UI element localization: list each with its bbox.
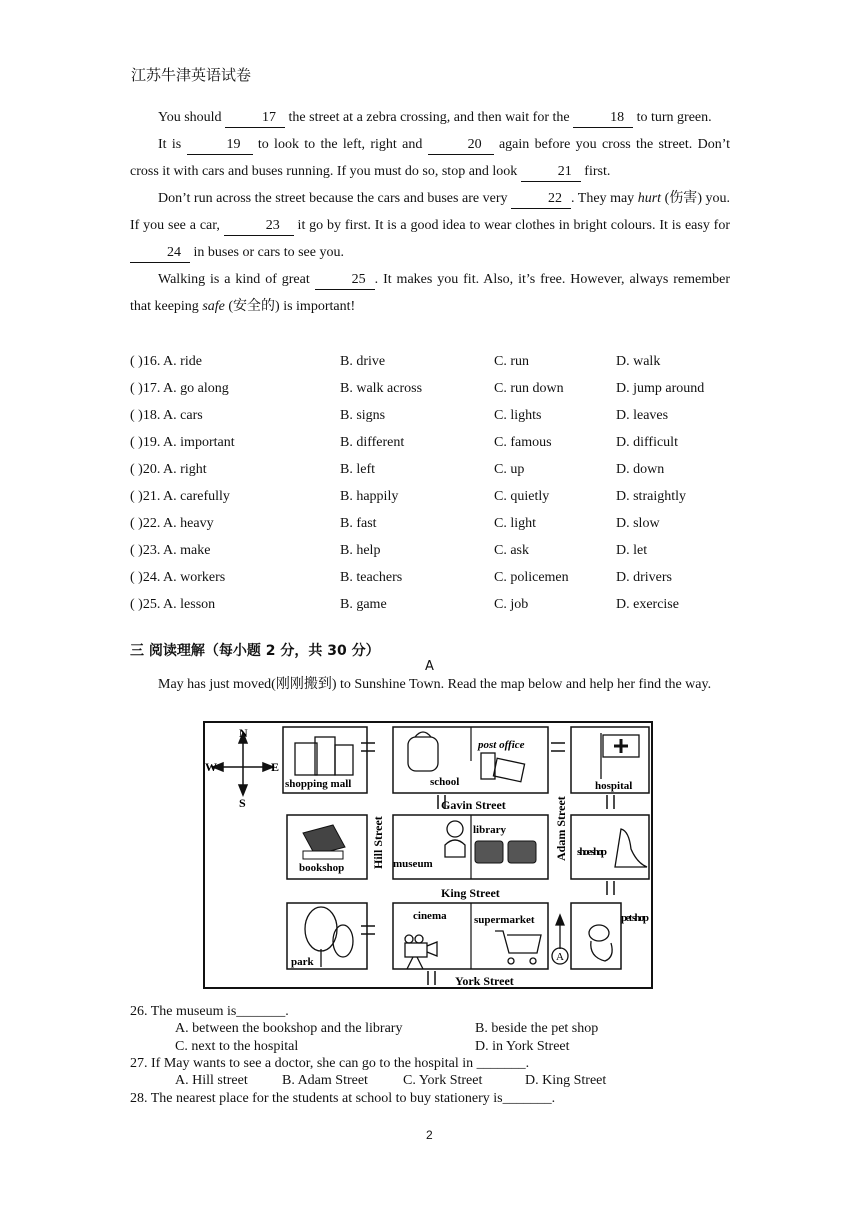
- q26-option-c: C. next to the hospital: [175, 1039, 299, 1054]
- passage-paragraph-4: Walking is a kind of great 25 . It makes you fit. Also, it’s free. However, always remember that keeping safe (安全的) is important!: [130, 272, 730, 314]
- blank-21: 21: [521, 163, 581, 182]
- option-row: ( )25. A. lesson B. game C. job D. exercise: [130, 597, 679, 612]
- passage-paragraph-2: It is 19 to look to the left, right and 20 again before you cross the street. Don’t cross it with cars and buses running. If you must do so, stop and look 21 first.: [130, 131, 730, 185]
- option-row: ( )16. A. ride B. drive C. run D. walk: [130, 354, 661, 369]
- option-list: [130, 348, 730, 618]
- q27-option-b: B. Adam Street: [282, 1073, 368, 1088]
- compass-south: S: [239, 796, 246, 810]
- town-map: [203, 721, 653, 991]
- section-title: 三 阅读理解（每小题 2 分，共 30 分）: [130, 643, 380, 659]
- label-museum: museum: [393, 858, 433, 870]
- blank-19: 19: [187, 136, 253, 155]
- label-hospital: hospital: [595, 780, 633, 792]
- blank-24: 24: [130, 244, 190, 263]
- question-26: 26. The museum is_______.: [130, 1004, 289, 1019]
- q27-option-d: D. King Street: [525, 1073, 607, 1088]
- passage-paragraph-1: You should 17 the street at a zebra crossing, and then wait for the 18 to turn green.: [130, 104, 730, 131]
- label-hill-street: Hill Street: [371, 816, 385, 869]
- blank-18: 18: [573, 109, 633, 128]
- label-post-office: post office: [478, 739, 525, 751]
- blank-20: 20: [428, 136, 494, 155]
- label-york-street: York Street: [455, 974, 514, 988]
- label-adam-street: Adam Street: [554, 796, 568, 861]
- page-header: 江苏牛津英语试卷: [131, 66, 252, 84]
- label-shopping-mall: shopping mall: [285, 778, 352, 790]
- option-row: ( )24. A. workers B. teachers C. policemen D. drivers: [130, 570, 672, 585]
- q26-option-d: D. in York Street: [475, 1039, 570, 1054]
- q27-option-a: A. Hill street: [175, 1073, 248, 1088]
- blank-23: 23: [224, 217, 294, 236]
- question-27: 27. If May wants to see a doctor, she can go to the hospital in _______.: [130, 1056, 530, 1071]
- option-row: ( )18. A. cars B. signs C. lights D. leaves: [130, 408, 669, 423]
- question-28: 28. The nearest place for the students at school to buy stationery is_______.: [130, 1091, 556, 1106]
- blank-17: 17: [225, 109, 285, 128]
- label-park: park: [291, 956, 314, 968]
- marker-label: A: [556, 951, 564, 963]
- label-school: school: [430, 776, 460, 788]
- option-row: ( )20. A. right B. left C. up D. down: [130, 462, 665, 477]
- option-row: ( )19. A. important B. different C. famous D. difficult: [130, 435, 678, 450]
- section-subtitle: A: [425, 659, 434, 674]
- reading-intro: May has just moved(刚刚搬到) to Sunshine Town. Read the map below and help her find the way.: [158, 677, 712, 692]
- blank-22: 22: [511, 190, 571, 209]
- q26-option-a: A. between the bookshop and the library: [175, 1021, 403, 1036]
- label-pet-shop: pet shop: [621, 912, 649, 924]
- page-number: 2: [426, 1128, 433, 1142]
- cloze-passage: [130, 104, 730, 320]
- blank-25: 25: [315, 271, 375, 290]
- passage-paragraph-3: Don’t run across the street because the cars and buses are very 22 . They may hurt (伤害) you. If you see a car, 23 it go by first. It is a good idea to wear clothes in bright colours. It is easy for 24 in buses or cars to see you.: [130, 185, 730, 266]
- q27-option-c: C. York Street: [403, 1073, 483, 1088]
- q26-option-b: B. beside the pet shop: [475, 1021, 599, 1036]
- option-row: ( )17. A. go along B. walk across C. run down D. jump around: [130, 381, 705, 396]
- label-library: library: [473, 824, 506, 836]
- option-row: ( )21. A. carefully B. happily C. quietly D. straightly: [130, 489, 686, 504]
- label-king-street: King Street: [441, 886, 500, 900]
- compass-north: N: [239, 726, 248, 740]
- compass-east: E: [271, 760, 280, 774]
- label-cinema: cinema: [413, 910, 447, 922]
- option-row: ( )23. A. make B. help C. ask D. let: [130, 543, 648, 558]
- compass-west: W: [205, 760, 217, 774]
- option-row: ( )22. A. heavy B. fast C. light D. slow: [130, 516, 660, 531]
- label-gavin-street: Gavin Street: [441, 798, 506, 812]
- label-supermarket: supermarket: [474, 914, 535, 926]
- label-shoe-shop: shoe shop: [577, 846, 607, 858]
- label-bookshop: bookshop: [299, 862, 345, 874]
